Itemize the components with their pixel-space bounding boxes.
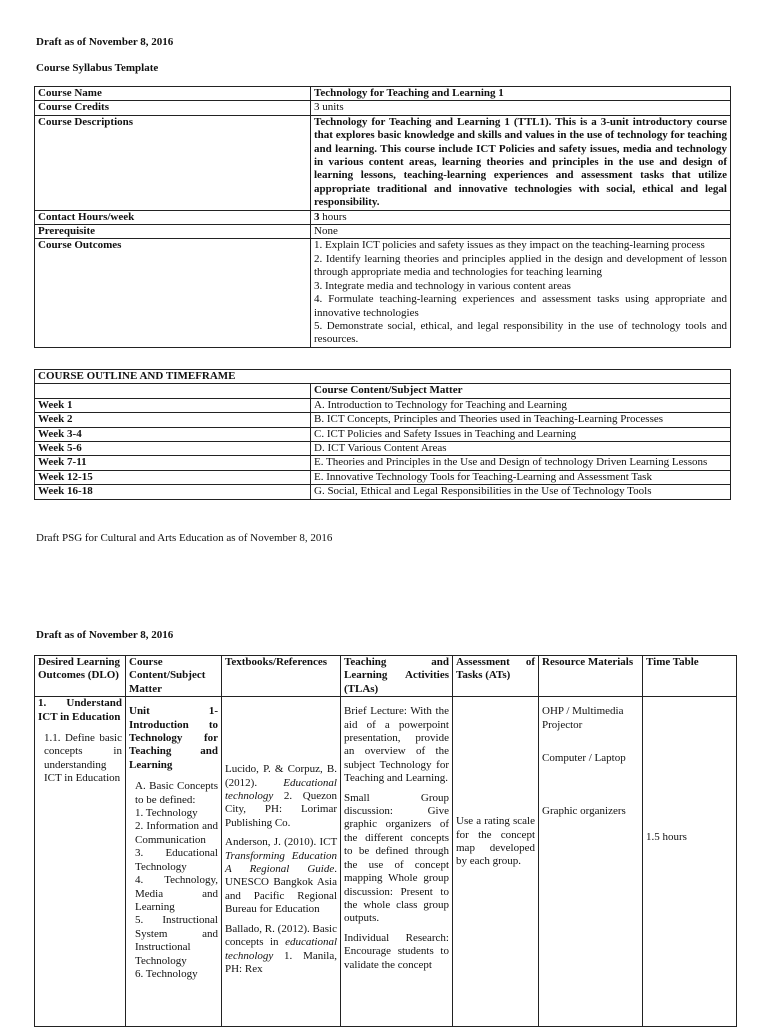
outline-content: C. ICT Policies and Safety Issues in Teaching and Learning <box>311 427 731 441</box>
references-cell <box>222 697 341 1027</box>
course-descriptions-label: Course Descriptions <box>35 115 311 210</box>
reference-publisher: 1. Manila, PH: Rex <box>225 949 337 975</box>
course-descriptions-value: Technology for Teaching and Learning 1 (TTL1). This is a 3-unit introductory course that explores basic knowledge and skills and values in the use of technology for teaching and learning. This course include ICT Policies and safety issues, media and technology in various content areas, learning theories and principles in the use and design of learning lessons, teaching-learning experiences and assessment tasks that utilize appropriate traditional and innovative technologies with social, ethical and legal responsibility. <box>311 115 731 210</box>
row-course-outcomes <box>35 239 731 347</box>
course-outcome-item: 1. Explain ICT policies and safety issues as they impact on the teaching-learning process <box>314 239 705 252</box>
template-title: Course Syllabus Template <box>36 62 159 74</box>
outline-row <box>35 413 731 427</box>
reference-publisher: 2. Quezon City, PH: Lorimar Publishing Co. <box>225 790 337 829</box>
tla-individual-research: Individual Research: Encourage students to validate the concept <box>344 931 449 971</box>
outline-row <box>35 398 731 412</box>
course-outcome-item: 3. Integrate media and technology in various content areas <box>314 279 571 292</box>
contact-hours-unit: hours <box>319 210 347 223</box>
outline-week: Week 2 <box>35 413 311 427</box>
plan-row <box>35 697 737 1027</box>
outline-content: D. ICT Various Content Areas <box>311 442 731 456</box>
time-cell <box>643 697 737 1027</box>
row-prerequisite <box>35 225 731 239</box>
content-intro: A. Basic Concepts to be defined: <box>135 780 218 806</box>
content-item: 5. Instructional System and Instructional Technology <box>135 914 218 967</box>
tlas-cell <box>341 697 453 1027</box>
contact-hours-value <box>311 210 731 224</box>
header-dlo: Desired Learning Outcomes (DLO) <box>35 656 126 697</box>
course-name-label: Course Name <box>35 87 311 101</box>
outline-week: Week 5-6 <box>35 442 311 456</box>
reference-author: Anderson, J. (2010). ICT <box>225 836 337 849</box>
content-item: 4. Technology, Media and Learning <box>135 874 218 913</box>
outline-content-header: Course Content/Subject Matter <box>311 384 731 398</box>
outline-week: Week 7-11 <box>35 456 311 470</box>
outline-row <box>35 470 731 484</box>
dlo-sub: 1.1. Define basic concepts in understanding ICT in Education <box>44 732 122 785</box>
resource-projector: OHP / Multimedia Projector <box>542 705 624 731</box>
row-course-credits <box>35 101 731 115</box>
outline-row <box>35 427 731 441</box>
course-outcomes-label: Course Outcomes <box>35 239 311 347</box>
tla-group-discussion: Small Group discussion: Give graphic organizers of the different concepts to be defined through the use of concept mapping Whole group discussion: Present to the whole class group outputs. <box>344 791 449 925</box>
reference-title: Educational technology <box>225 776 337 803</box>
lesson-plan-table <box>34 655 737 1027</box>
outline-content: E. Innovative Technology Tools for Teaching-Learning and Assessment Task <box>311 470 731 484</box>
reference-title: Transforming Education A Regional Guide <box>225 849 337 876</box>
prerequisite-label: Prerequisite <box>35 225 311 239</box>
outline-header-row <box>35 384 731 398</box>
outline-week: Week 16-18 <box>35 485 311 499</box>
outline-row <box>35 442 731 456</box>
header-tlas: Teaching and Learning Activities (TLAs) <box>341 656 453 697</box>
outline-header-empty <box>35 384 311 398</box>
course-info-table <box>34 86 731 348</box>
course-outcome-item: 4. Formulate teaching-learning experiences and assessment tasks using appropriate and innovative technologies <box>314 293 727 319</box>
outline-title-row <box>35 370 731 384</box>
course-outcome-item: 5. Demonstrate social, ethical, and legal responsibility in the use of technology tools and resources. <box>314 319 727 346</box>
header-time-table: Time Table <box>643 656 737 697</box>
second-draft-label: Draft as of November 8, 2016 <box>36 629 174 641</box>
header-content: Course Content/Subject Matter <box>126 656 222 697</box>
content-item: 3. Educational Technology <box>135 847 218 873</box>
outline-title: COURSE OUTLINE AND TIMEFRAME <box>35 370 731 384</box>
outline-week: Week 12-15 <box>35 470 311 484</box>
dlo-cell <box>35 697 126 1027</box>
row-course-descriptions <box>35 115 731 210</box>
content-item: 1. Technology <box>135 807 198 820</box>
header-resources: Resource Materials <box>539 656 643 697</box>
content-item: 6. Technology <box>135 967 198 980</box>
reference-title: educational technology <box>225 936 337 962</box>
reference-item <box>225 923 337 977</box>
reference-author: Lucido, P. & Corpuz, B. (2012). <box>225 763 337 789</box>
resource-graphic-organizers: Graphic organizers <box>542 805 626 818</box>
outline-content: A. Introduction to Technology for Teaching and Learning <box>311 398 731 412</box>
outline-row <box>35 485 731 499</box>
prerequisite-value: None <box>311 225 731 239</box>
reference-publisher: . UNESCO Bangkok Asia and Pacific Regional Bureau for Education <box>225 863 337 916</box>
contact-hours-label: Contact Hours/week <box>35 210 311 224</box>
course-outcomes-list <box>311 239 731 347</box>
outline-content: B. ICT Concepts, Principles and Theories used in Teaching-Learning Processes <box>311 413 731 427</box>
content-item: 2. Information and Communication <box>135 820 218 846</box>
outline-week: Week 1 <box>35 398 311 412</box>
reference-author: Ballado, R. (2012). Basic concepts in <box>225 922 337 949</box>
draft-date-label: Draft as of November 8, 2016 <box>36 36 174 48</box>
time-value: 1.5 hours <box>646 831 687 844</box>
tla-lecture: Brief Lecture: With the aid of a powerpoint presentation, provide an overview of the subject Technology for Teaching and Learning. <box>344 705 449 785</box>
psg-draft-label: Draft PSG for Cultural and Arts Education as of November 8, 2016 <box>36 532 333 544</box>
ats-cell <box>453 697 539 1027</box>
ats-text: Use a rating scale for the concept map developed by each group. <box>456 815 535 868</box>
reference-item <box>225 763 337 830</box>
plan-header-row <box>35 656 737 697</box>
row-contact-hours <box>35 210 731 224</box>
content-cell <box>126 697 222 1027</box>
contact-hours-number: 3 <box>314 210 320 223</box>
course-credits-label: Course Credits <box>35 101 311 115</box>
outline-content: E. Theories and Principles in the Use and Design of technology Driven Learning Lessons <box>311 456 731 470</box>
header-ats: Assessment of Tasks (ATs) <box>453 656 539 697</box>
outline-content: G. Social, Ethical and Legal Responsibilities in the Use of Technology Tools <box>311 485 731 499</box>
course-outcome-item: 2. Identify learning theories and principles applied in the design and development of lesson through appropriate media and technologies for teaching learning <box>314 252 727 279</box>
header-references: Textbooks/References <box>222 656 341 697</box>
outline-row <box>35 456 731 470</box>
content-unit: Unit 1- Introduction to Technology for Teaching and Learning <box>129 705 218 771</box>
resources-cell <box>539 697 643 1027</box>
course-name-value: Technology for Teaching and Learning 1 <box>311 87 731 101</box>
outline-week: Week 3-4 <box>35 427 311 441</box>
resource-computer: Computer / Laptop <box>542 752 626 765</box>
course-outline-table <box>34 369 731 500</box>
dlo-heading: 1. Understand ICT in Education <box>38 697 122 723</box>
reference-item <box>225 836 337 916</box>
row-course-name <box>35 87 731 101</box>
course-credits-value: 3 units <box>311 101 731 115</box>
